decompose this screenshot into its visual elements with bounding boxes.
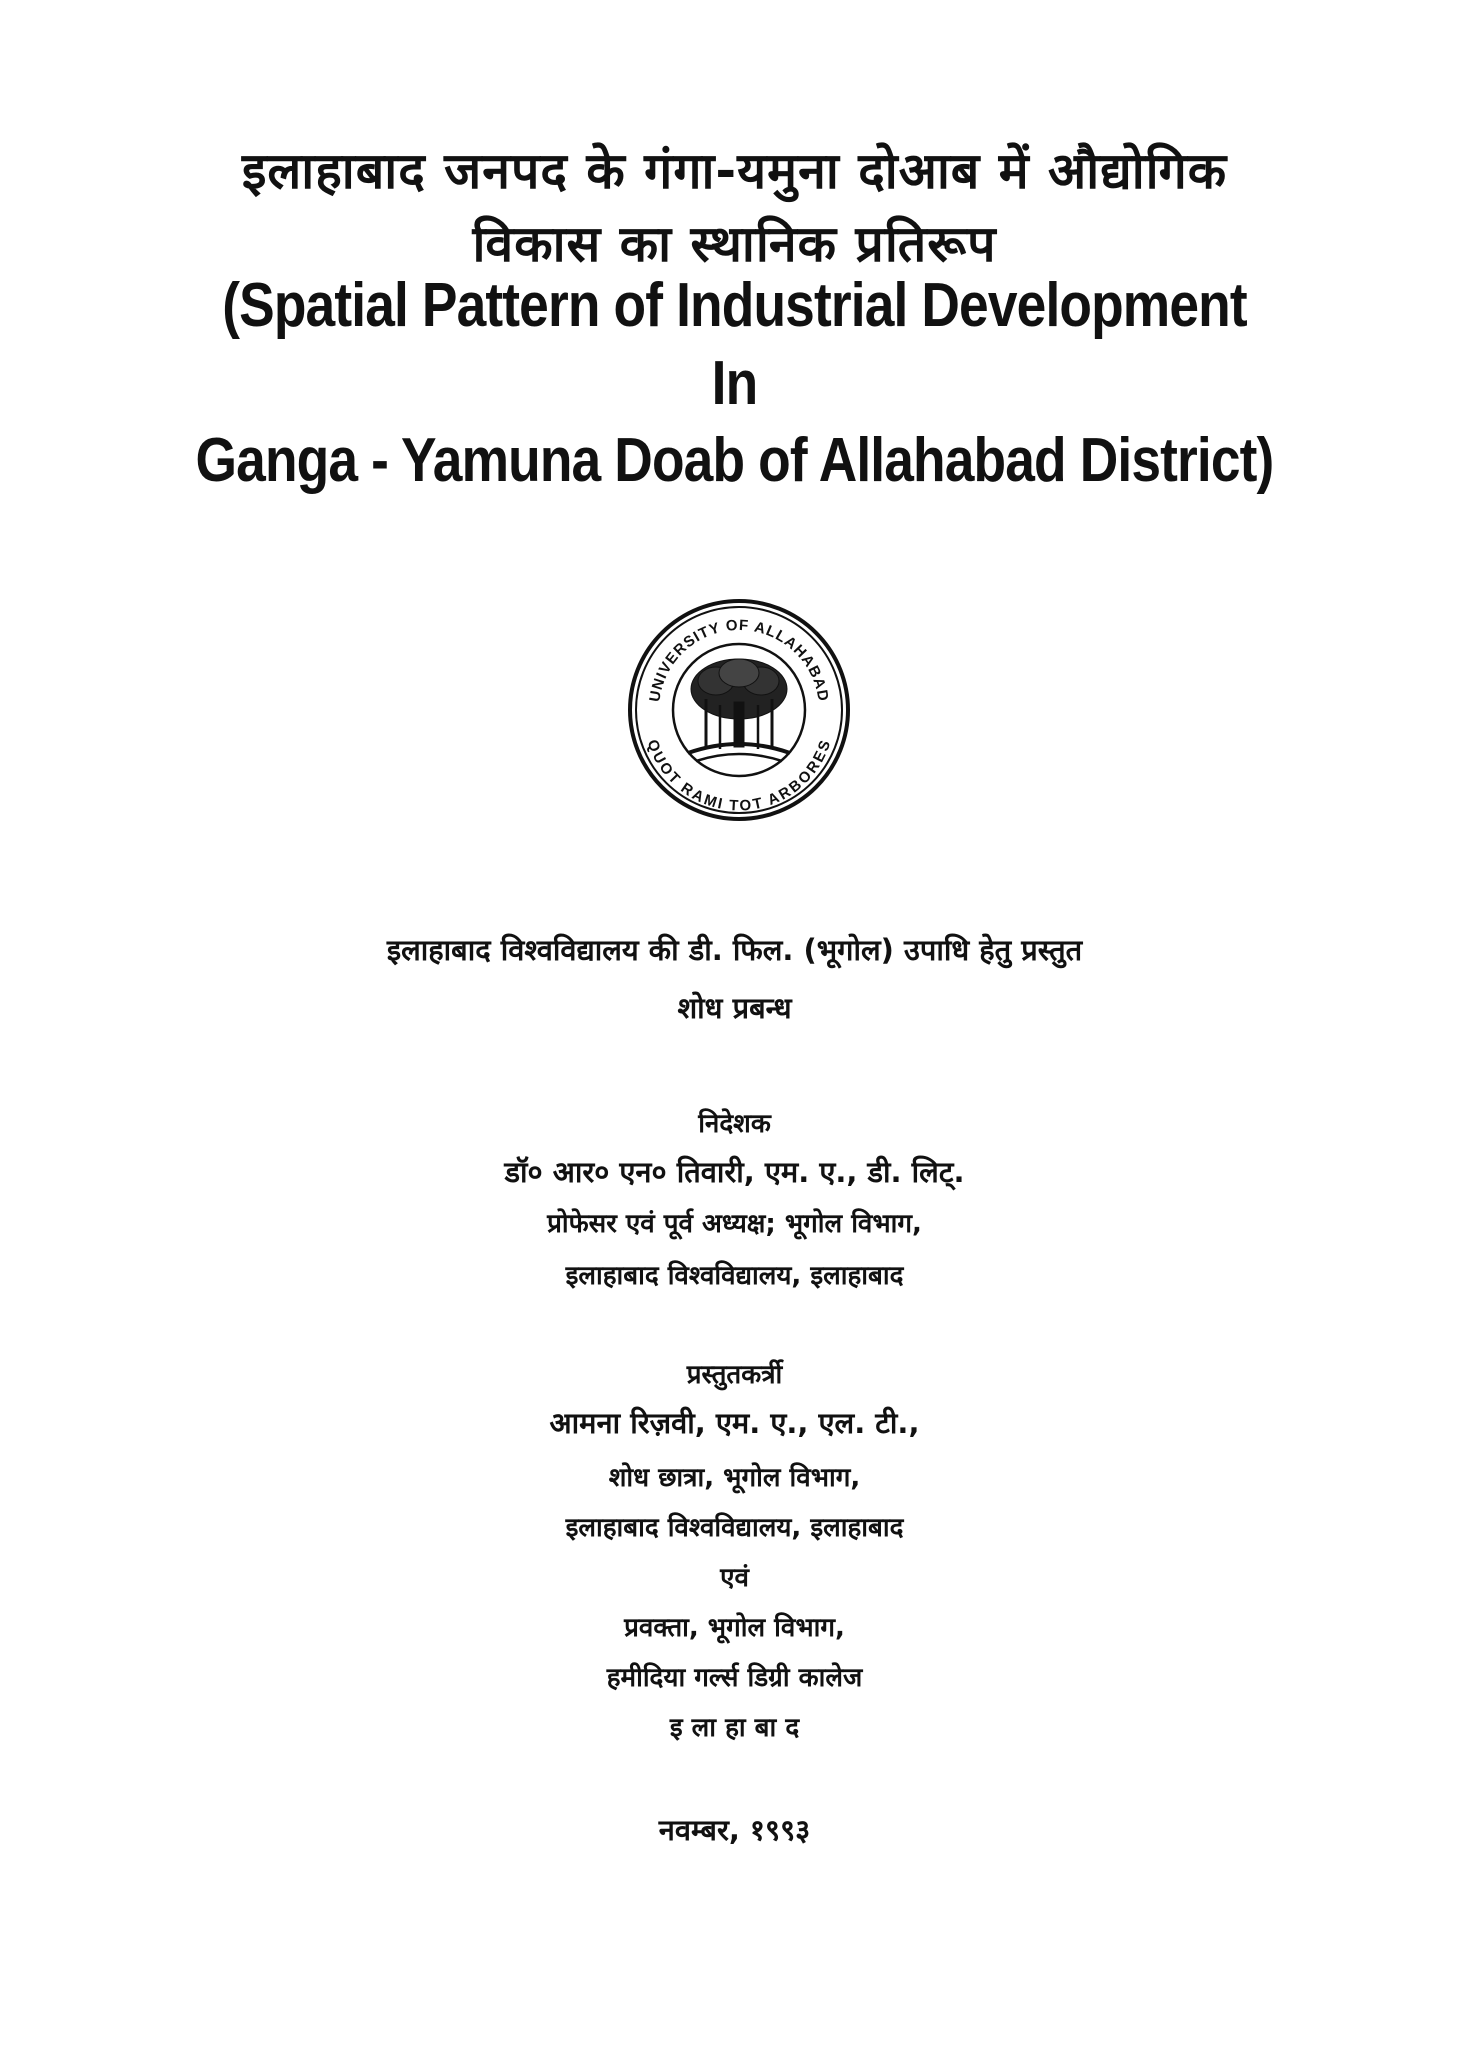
submission-line-1: इलाहाबाद विश्वविद्यालय की डी. फिल. (भूगोल) उपाधि हेतु प्रस्तुत	[386, 933, 1083, 967]
english-title-line-2: In	[711, 349, 758, 418]
hindi-title-line-2: विकास का स्थानिक प्रतिरूप	[472, 215, 997, 273]
researcher-role: शोध छात्रा, भूगोल विभाग,	[608, 1463, 861, 1493]
submission-line-2: शोध प्रबन्ध	[677, 991, 792, 1025]
english-title-line-3: Ganga - Yamuna Doab of Allahabad District)	[195, 426, 1274, 495]
seal-bottom-text: QUOT RAMI TOT ARBORES	[643, 737, 835, 815]
researcher-name: आमना रिज़वी, एम. ए., एल. टी.,	[549, 1406, 920, 1440]
researcher-college: हमीदिया गर्ल्स डिग्री कालेज	[606, 1663, 863, 1693]
submission-date: नवम्बर, १९९३	[658, 1813, 811, 1847]
researcher-heading: प्रस्तुतकर्त्री	[686, 1360, 783, 1390]
supervisor-name: डॉ० आर० एन० तिवारी, एम. ए., डी. लिट्.	[504, 1155, 965, 1189]
researcher-role-2: प्रवक्ता, भूगोल विभाग,	[624, 1613, 845, 1643]
hindi-title-line-1: इलाहाबाद जनपद के गंगा-यमुना दोआब में औद्योगिक	[241, 142, 1228, 200]
researcher-conjunction: एवं	[720, 1563, 749, 1593]
english-title-line-1: (Spatial Pattern of Industrial Development	[222, 271, 1247, 340]
supervisor-heading: निदेशक	[698, 1109, 771, 1139]
university-seal	[626, 597, 852, 823]
researcher-institution: इलाहाबाद विश्वविद्यालय, इलाहाबाद	[565, 1513, 904, 1543]
seal-top-text: UNIVERSITY OF ALLAHABAD	[646, 616, 832, 704]
university-seal-emblem-icon	[626, 597, 852, 823]
supervisor-institution: इलाहाबाद विश्वविद्यालय, इलाहाबाद	[565, 1261, 904, 1291]
researcher-city: इ ला हा बा द	[669, 1713, 800, 1743]
supervisor-designation: प्रोफेसर एवं पूर्व अध्यक्ष; भूगोल विभाग,	[547, 1209, 922, 1239]
